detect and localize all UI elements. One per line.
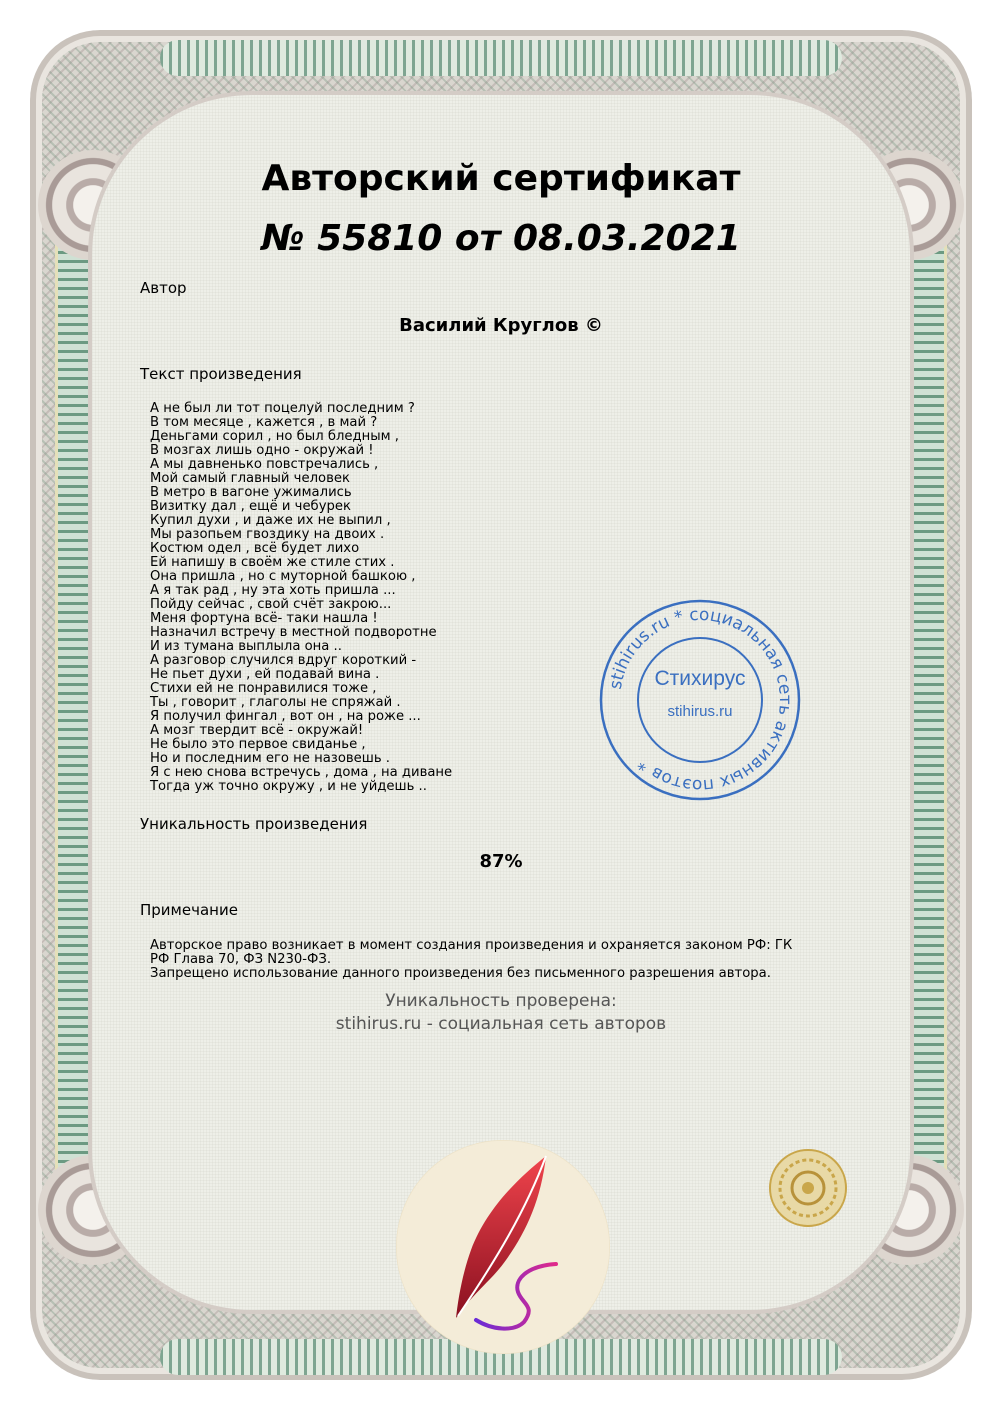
note-line: Запрещено использование данного произведения без письменного разрешения автора. [150, 966, 771, 981]
poem-line: В метро в вагоне ужимались [150, 485, 352, 500]
uniqueness-label: Уникальность произведения [140, 815, 368, 833]
gold-medallion-icon [768, 1148, 848, 1228]
poem-line: В том месяце , кажется , в май ? [150, 415, 378, 430]
poem-line: А мы давненько повстречались , [150, 457, 379, 472]
poem-line: Но и последним его не назовешь . [150, 751, 390, 766]
poem-line: Визитку дал , ещё и чебурек [150, 499, 351, 514]
poem-line: А мозг твердит всё - окружай! [150, 723, 364, 738]
poem-line: Деньгами сорил , но был бледным , [150, 429, 400, 444]
poem-line: Я получил фингал , вот он , на роже ... [150, 709, 421, 724]
poem-line: А не был ли тот поцелуй последним ? [150, 401, 415, 416]
author-label: Автор [140, 279, 187, 297]
author-name: Василий Круглов © [399, 315, 603, 336]
poem-line: Она пришла , но с муторной башкою , [150, 569, 416, 584]
poem-line: Назначил встречу в местной подворотне [150, 625, 437, 640]
certificate-title: Авторский сертификат [261, 158, 741, 199]
frame-top-band [160, 40, 842, 76]
stamp-title: Стихирус [654, 667, 746, 690]
work-text-label: Текст произведения [140, 365, 302, 383]
poem-line: Купил духи , и даже их не выпил , [150, 513, 391, 528]
stihirus-stamp [598, 598, 802, 802]
quill-feather-icon [396, 1140, 610, 1354]
poem-line: Пойду сейчас , свой счёт закрою... [150, 597, 392, 612]
poem-line: Тогда уж точно окружу , и не уйдешь .. [150, 779, 427, 794]
stamp-ring-text: stihirus.ru * социальная сеть активных поэтов * [605, 604, 796, 796]
note-text [150, 939, 850, 981]
poem-line: Я с нею снова встречусь , дома , на диване [150, 765, 453, 780]
stamp-subtitle: stihirus.ru [667, 703, 733, 720]
poem-line: Мой самый главный человек [150, 471, 350, 486]
note-line: Авторское право возникает в момент создания произведения и охраняется законом РФ: ГК [150, 938, 793, 953]
poem-line: Не пьет духи , ей подавай вина . [150, 667, 380, 682]
note-label: Примечание [140, 901, 238, 919]
certificate-number: № 55810 от 08.03.2021 [261, 218, 741, 259]
uniqueness-value: 87% [479, 851, 523, 872]
poem-line: Стихи ей не понравилися тоже , [150, 681, 377, 696]
poem-line: Ты , говорит , глаголы не спряжай . [150, 695, 401, 710]
note-line: РФ Глава 70, ФЗ N230-ФЗ. [150, 952, 332, 967]
poem-line: Мы разопьем гвоздику на двоих . [150, 527, 385, 542]
poem-line: В мозгах лишь одно - окружай ! [150, 443, 374, 458]
svg-text:stihirus.ru * социальная сеть [606, 605, 795, 795]
poem-line: Не было это первое свиданье , [150, 737, 366, 752]
poem-text [150, 402, 610, 794]
checked-line-1: Уникальность проверена: [385, 991, 617, 1011]
poem-line: А разговор случился вдруг короткий - [150, 653, 417, 668]
poem-line: А я так рад , ну эта хоть пришла ... [150, 583, 396, 598]
poem-line: Меня фортуна всё- таки нашла ! [150, 611, 378, 626]
poem-line: Костюм одел , всё будет лихо [150, 541, 360, 556]
poem-line: И из тумана выплыла она .. [150, 639, 342, 654]
uniqueness-checked [0, 990, 1002, 1036]
poem-line: Ей напишу в своём же стиле стих . [150, 555, 395, 570]
checked-line-2: stihirus.ru - социальная сеть авторов [335, 1014, 667, 1034]
